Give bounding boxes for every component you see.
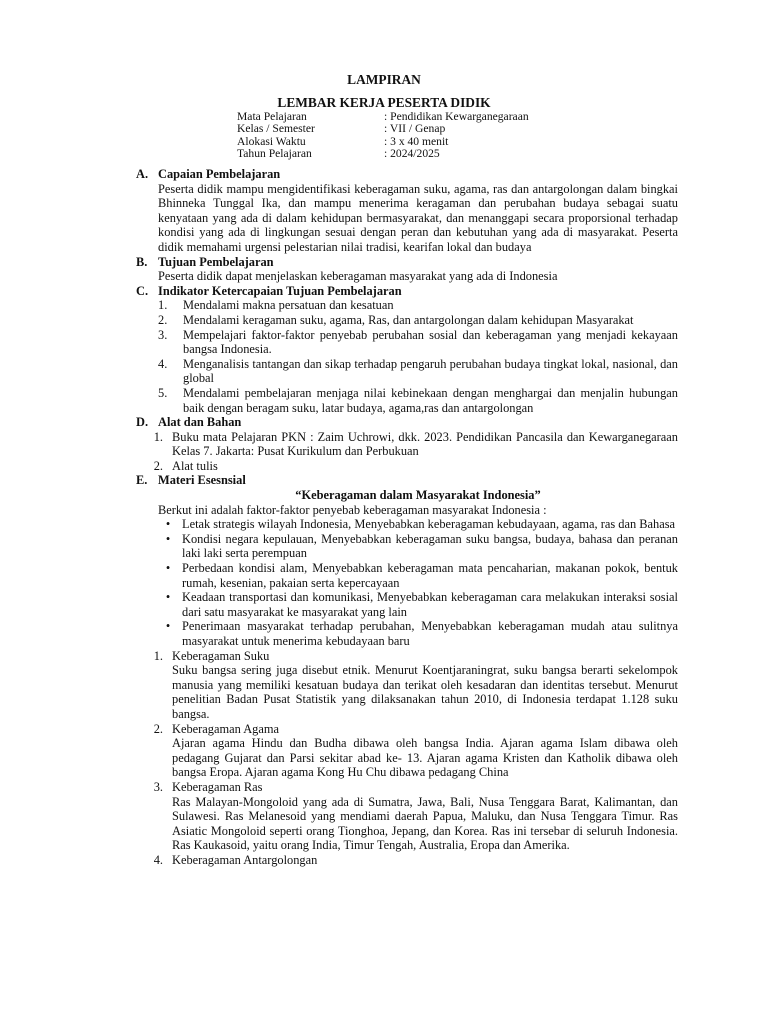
list-item — [158, 313, 678, 328]
bullet-text: Keadaan transportasi dan komunikasi, Menyebabkan keberagaman cara melakukan interaksi sosial dari satu masyarakat ke masyarakat yang lain — [182, 590, 678, 619]
meta-row — [237, 123, 529, 135]
bullet-icon: • — [165, 561, 171, 576]
bullet-text: Penerimaan masyarakat terhadap perubahan, Menyebabkan keberagaman mudah atau sulitnya masyarakat untuk menerima kebudayaan baru — [182, 619, 678, 648]
meta-value: : 2024/2025 — [384, 147, 440, 161]
tools-list — [153, 429, 678, 474]
list-text: Buku mata Pelajaran PKN : Zaim Uchrowi, dkk. 2023. Pendidikan Pancasila dan Kewarganegaraan Kelas 7. Jakarta: Pusat Kurikulum dan Perbukuan — [172, 429, 678, 459]
section-letter: E. — [136, 473, 148, 488]
bullet-icon: • — [165, 531, 171, 546]
list-text: Mendalami makna persatuan dan kesatuan — [183, 298, 394, 313]
meta-row — [237, 148, 529, 160]
meta-value: : Pendidikan Kewarganegaraan — [384, 110, 529, 123]
meta-value: : VII / Genap — [384, 122, 446, 136]
section-heading-c — [136, 284, 678, 299]
list-number: 3. — [158, 327, 168, 342]
page-title: LAMPIRAN — [347, 72, 421, 87]
section-heading-d — [136, 415, 678, 430]
list-item-text: Suku bangsa sering juga disebut etnik. Menurut Koentjaraningrat, suku bangsa berarti sekelompok manusia yang memiliki kesatuan budaya dan terikat oleh kesadaran dan identitas tersebut. Menurut penelitian Badan Pusat Statistik yang dilaksanakan tahun 2010, di Indonesia terdapat 1.128 suku bangsa. — [172, 663, 678, 721]
list-number: 4. — [158, 356, 168, 371]
list-item-body — [172, 722, 678, 780]
list-item — [153, 648, 678, 722]
list-text: Mendalami pembelajaran menjaga nilai kebinekaan dengan menghargai dan menjalin hubungan baik dengan beragam suku, latar budaya, agama,ras dan antargolongan — [183, 385, 678, 415]
list-item-title: Keberagaman Suku — [172, 648, 270, 663]
diversity-list — [153, 648, 678, 868]
document-body — [136, 167, 678, 868]
bullet-text: Letak strategis wilayah Indonesia, Menyebabkan keberagaman kebudayaan, agama, ras dan Bahasa — [182, 517, 676, 532]
bullet-item — [154, 517, 678, 532]
bullet-icon: • — [165, 590, 171, 605]
list-text: Mempelajari faktor-faktor penyebab perubahan sosial dan keberagaman yang menjadi kekayaan bangsa Indonesia. — [183, 327, 678, 357]
bullet-item — [154, 561, 678, 590]
bullet-icon: • — [165, 517, 171, 532]
section-b-text: Peserta didik dapat menjelaskan keberagaman masyarakat yang ada di Indonesia — [158, 269, 558, 284]
list-item-body — [172, 649, 678, 722]
list-item-text: Ajaran agama Hindu dan Budha dibawa oleh bangsa India. Ajaran agama Islam dibawa oleh pedagang Gujarat dan Parsi sekitar abad ke- 13. Ajaran agama Kristen dan Katholik dibawa oleh bangsa Eropa. Ajaran agama Kong Hu Chu dibawa pedagang China — [172, 736, 678, 780]
section-letter: C. — [136, 283, 149, 298]
meta-value: : 3 x 40 menit — [384, 134, 449, 148]
section-letter: A. — [136, 167, 149, 181]
section-heading-e — [136, 473, 678, 488]
section-title: Indikator Ketercapaian Tujuan Pembelajaran — [158, 283, 402, 298]
list-number: 3. — [153, 779, 163, 794]
bullet-text: Perbedaan kondisi alam, Menyebabkan keberagaman mata pencaharian, makanan pokok, bentuk rumah, kesenian, pakaian serta kepercayaan — [182, 561, 678, 590]
bullet-item — [154, 619, 678, 648]
factor-bullet-list — [136, 517, 678, 648]
list-item — [158, 386, 678, 415]
list-item — [153, 458, 678, 474]
section-heading-b — [136, 255, 678, 270]
list-item-body — [172, 780, 678, 853]
section-title: Alat dan Bahan — [158, 415, 242, 430]
section-a-text: Peserta didik mampu mengidentifikasi keberagaman suku, agama, ras dan antargolongan dalam bingkai Bhinneka Tunggal Ika, dan mampu menerima keragaman dan perubahan budaya sebagai suatu kenyataan yang ada di dalam kehidupan bermasyarakat, dan menanggapi secara proporsional terhadap kondisi yang ada di lingkungan sesuai dengan peran dan kebutuhan yang ada di masyarakat. Peserta didik memahami urgensi pelestarian nilai tradisi, kearifan lokal dan budaya — [158, 181, 678, 254]
list-item-body — [172, 853, 678, 868]
list-item-text: Ras Malayan-Mongoloid yang ada di Sumatra, Jawa, Bali, Nusa Tenggara Barat, Kalimantan, dan Sulawesi. Ras Melanesoid yang mendiami daerah Papua, Maluku, dan Nusa Tenggara Timur. Ras Asiatic Mongoloid seperti orang Tionghoa, Jepang, dan Korea. Ras ini tersebar di seluruh Indonesia. Ras Kaukasoid, yaitu orang India, Timur Tengah, Australia, Eropa dan Amerika. — [172, 794, 678, 853]
list-number: 2. — [153, 458, 163, 473]
list-text: Menganalisis tantangan dan sikap terhadap pengaruh perubahan budaya tingkat lokal, nasional, dan global — [183, 356, 678, 386]
section-heading-a — [136, 167, 678, 182]
list-item — [158, 328, 678, 357]
list-item — [158, 298, 678, 313]
list-number: 1. — [153, 648, 163, 663]
section-title: Materi Esesnsial — [158, 473, 246, 488]
list-text: Alat tulis — [172, 458, 218, 473]
material-title: “Keberagaman dalam Masyarakat Indonesia” — [295, 488, 541, 503]
section-letter: D. — [136, 415, 149, 430]
meta-key: Kelas / Semester — [237, 122, 315, 136]
indicator-list — [158, 298, 678, 415]
list-item-title: Keberagaman Antargolongan — [172, 852, 318, 867]
list-number: 1. — [158, 298, 168, 313]
bullet-item — [154, 590, 678, 619]
page-subtitle: LEMBAR KERJA PESERTA DIDIK — [277, 95, 491, 110]
list-item — [158, 357, 678, 386]
meta-table — [237, 111, 529, 161]
list-item — [153, 779, 678, 853]
list-number: 2. — [158, 312, 168, 327]
list-number: 1. — [153, 429, 163, 444]
meta-key: Tahun Pelajaran — [237, 147, 312, 161]
list-text: Mendalami keragaman suku, agama, Ras, dan antargolongan dalam kehidupan Masyarakat — [183, 312, 634, 327]
list-number: 2. — [153, 721, 163, 736]
bullet-item — [154, 532, 678, 561]
list-item-title: Keberagaman Ras — [172, 779, 263, 794]
section-title: Tujuan Pembelajaran — [158, 254, 274, 269]
meta-key: Mata Pelajaran — [237, 110, 307, 123]
bullet-text: Kondisi negara kepulauan, Menyebabkan keberagaman suku bangsa, budaya, bahasa dan peranan laki laki serta perempuan — [182, 531, 678, 561]
list-number: 5. — [158, 385, 168, 400]
list-number: 4. — [153, 852, 163, 867]
material-intro: Berkut ini adalah faktor-faktor penyebab keberagaman masyarakat Indonesia : — [158, 502, 547, 517]
section-title: Capaian Pembelajaran — [158, 167, 281, 181]
meta-key: Alokasi Waktu — [237, 134, 306, 148]
section-letter: B. — [136, 254, 148, 269]
list-item — [153, 721, 678, 780]
list-item — [153, 852, 678, 868]
list-item — [153, 429, 678, 459]
bullet-icon: • — [165, 619, 171, 634]
list-item-title: Keberagaman Agama — [172, 721, 279, 736]
